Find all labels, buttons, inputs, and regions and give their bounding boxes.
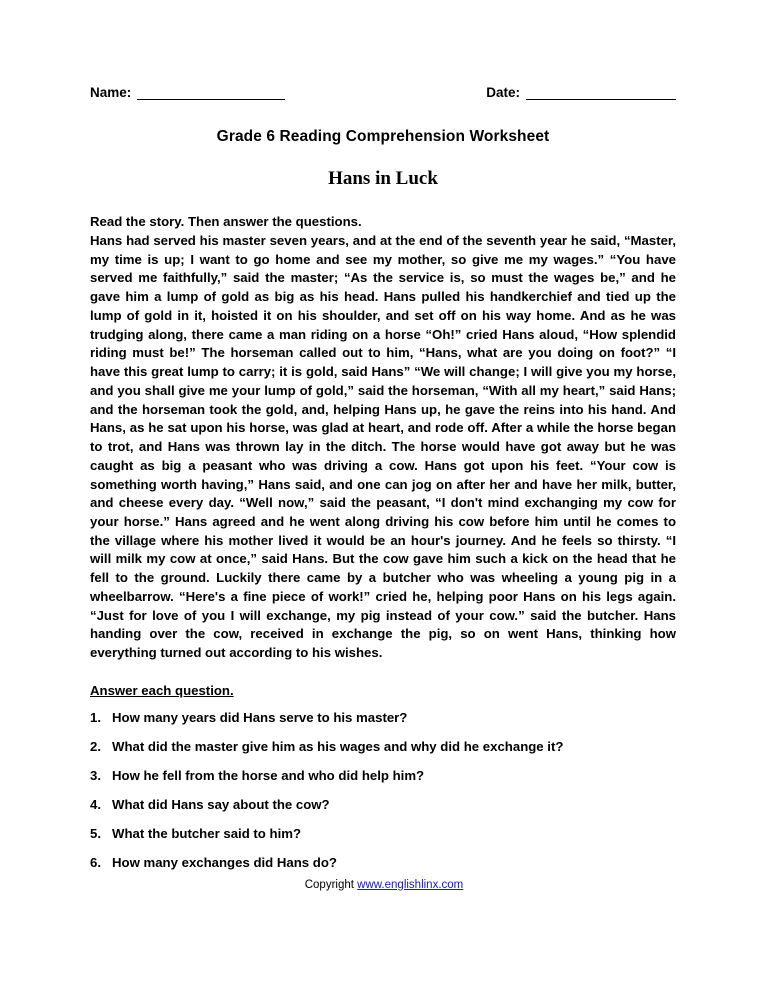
question-text: What did the master give him as his wages and why did he exchange it? — [112, 738, 564, 754]
question-text: How many exchanges did Hans do? — [112, 854, 337, 870]
list-item — [90, 768, 676, 785]
name-label: Name: — [90, 85, 132, 100]
list-item — [90, 739, 676, 756]
list-item — [90, 826, 676, 843]
question-number: 3. — [90, 767, 101, 783]
name-input-line[interactable] — [137, 87, 285, 100]
story-title: Hans in Luck — [328, 168, 438, 189]
question-text: What did Hans say about the cow? — [112, 796, 330, 812]
website-link[interactable]: www.englishlinx.com — [357, 879, 464, 891]
footer — [0, 879, 768, 891]
question-number: 5. — [90, 825, 101, 841]
date-field[interactable] — [486, 85, 676, 100]
list-item — [90, 710, 676, 727]
copyright-text: Copyright — [304, 879, 358, 891]
list-item — [90, 855, 676, 872]
instruction-text: Read the story. Then answer the questions. — [90, 214, 362, 229]
question-number: 2. — [90, 738, 101, 754]
name-field[interactable] — [90, 85, 285, 100]
question-number: 4. — [90, 796, 101, 812]
answer-section-heading: Answer each question. — [90, 682, 234, 698]
question-number: 6. — [90, 854, 101, 870]
date-input-line[interactable] — [526, 87, 676, 100]
question-text: What the butcher said to him? — [112, 825, 302, 841]
question-text: How many years did Hans serve to his master? — [112, 709, 408, 725]
student-info-row — [90, 85, 676, 100]
question-text: How he fell from the horse and who did help him? — [112, 767, 425, 783]
story-body: Hans had served his master seven years, and at the end of the seventh year he said, “Master, my time is up; I want to go home and see my mother, so give me my wages.” “You have served me faithfully,” said the master; “As the service is, so must the wages be,” and he gave him a lump of gold as big as his head. Hans pulled his handkerchief and tied up the lump of gold in it, hoisted it on his shoulder, and set off on his way home. And as he was trudging along, there came a man riding on a horse “Oh!” cried Hans aloud, “How splendid riding must be!” The horseman called out to him, “Hans, what are you doing on foot?” “I have this great lump to carry; it is gold, said Hans” “We will change; I will give you my horse, and you shall give me your lump of gold,” said the horseman, “With all my heart,” said Hans; and the horseman took the gold, and, helping Hans up, he gave the reins into his hand. And Hans, as he sat upon his horse, was glad at heart, and rode off. After a while the horse began to trot, and Hans was thrown lay in the ditch. The horse would have got away but he was caught as big a peasant who was driving a cow. Hans got upon his feet. “Your cow is something worth having,” Hans said, and one can jog on after her and have her milk, butter, and cheese every day. “Well now,” said the peasant, “I don't mind exchanging my cow for your horse.” Hans agreed and he went along driving his cow before him until he comes to the village where his mother lived it would be an hour's journey. And he feels so thirsty. “I will milk my cow at once,” said Hans. But the cow gave him such a kick on the head that he fell to the ground. Luckily there came by a butcher who was wheeling a young pig in a wheelbarrow. “Here's a fine piece of work!” cried he, helping poor Hans on his legs again. “Just for love of you I will exchange, my pig instead of your cow.” said the butcher. Hans handing over the cow, received in exchange the pig, so on went Hans, thinking how everything turned out according to his wishes. — [90, 233, 676, 661]
date-label: Date: — [486, 85, 520, 100]
question-number: 1. — [90, 709, 101, 725]
list-item — [90, 797, 676, 814]
question-list — [90, 710, 676, 872]
worksheet-title: Grade 6 Reading Comprehension Worksheet — [216, 128, 550, 145]
